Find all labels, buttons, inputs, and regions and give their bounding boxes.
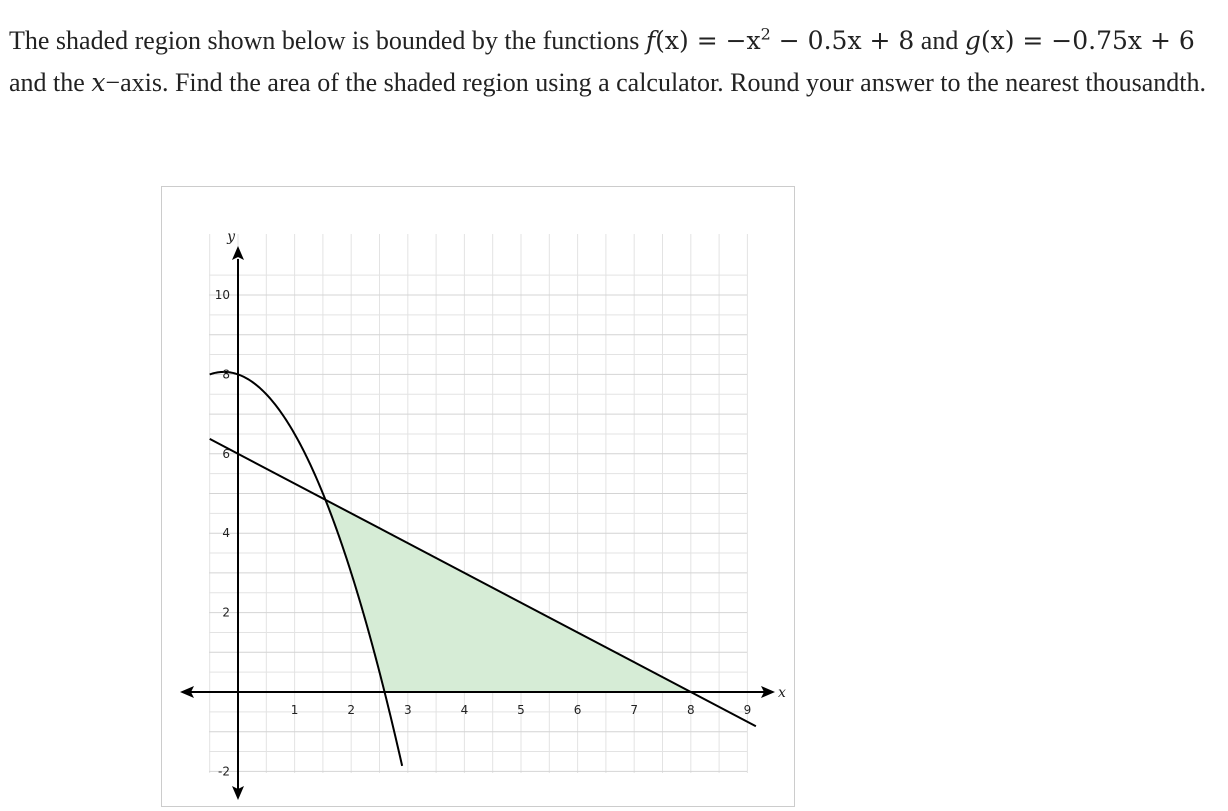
graph-frame — [161, 186, 795, 807]
x-tick-label: 6 — [573, 703, 582, 717]
y-tick-label: 2 — [222, 605, 230, 620]
problem-statement — [9, 20, 1214, 104]
f-exponent: 2 — [760, 24, 771, 44]
problem-text-2: and — [914, 26, 965, 55]
x-axis-label: x — [778, 685, 786, 701]
x-tick-label: 9 — [743, 703, 752, 717]
y-tick-label: -2 — [218, 764, 230, 779]
y-tick-label: 6 — [222, 446, 230, 461]
g-function — [965, 26, 1195, 55]
f-function — [646, 26, 914, 55]
x-tick-label: 5 — [517, 703, 525, 717]
y-tick-label: 4 — [222, 526, 230, 541]
x-tick-label: 1 — [290, 703, 299, 717]
x-tick-label: 3 — [403, 703, 412, 717]
y-tick-label: 8 — [222, 367, 230, 382]
g-name: g — [964, 26, 981, 55]
x-tick-label: 8 — [686, 703, 695, 717]
x-tick-label: 4 — [460, 703, 469, 717]
x-tick-label: 2 — [347, 703, 356, 717]
problem-text-1: The shaded region shown below is bounded by the functions — [9, 26, 646, 55]
x-variable: x — [91, 68, 106, 97]
g-expr: (x) = −0.75x + 6 — [980, 26, 1195, 55]
graph — [162, 187, 794, 806]
f-name: f — [645, 26, 656, 55]
y-axis-label: y — [227, 229, 235, 245]
axes — [180, 246, 775, 800]
y-tick-label: 10 — [214, 288, 230, 302]
x-tick-label: 7 — [630, 703, 639, 717]
problem-text-3: and the — [9, 68, 92, 97]
f-expr-b: − 0.5x + 8 — [770, 26, 915, 55]
problem-text-4: −axis. Find the area of the shaded region using a calculator. Round your answer to the nearest thousandth. — [105, 68, 1207, 97]
f-expr-a: (x) = −x — [655, 26, 761, 55]
